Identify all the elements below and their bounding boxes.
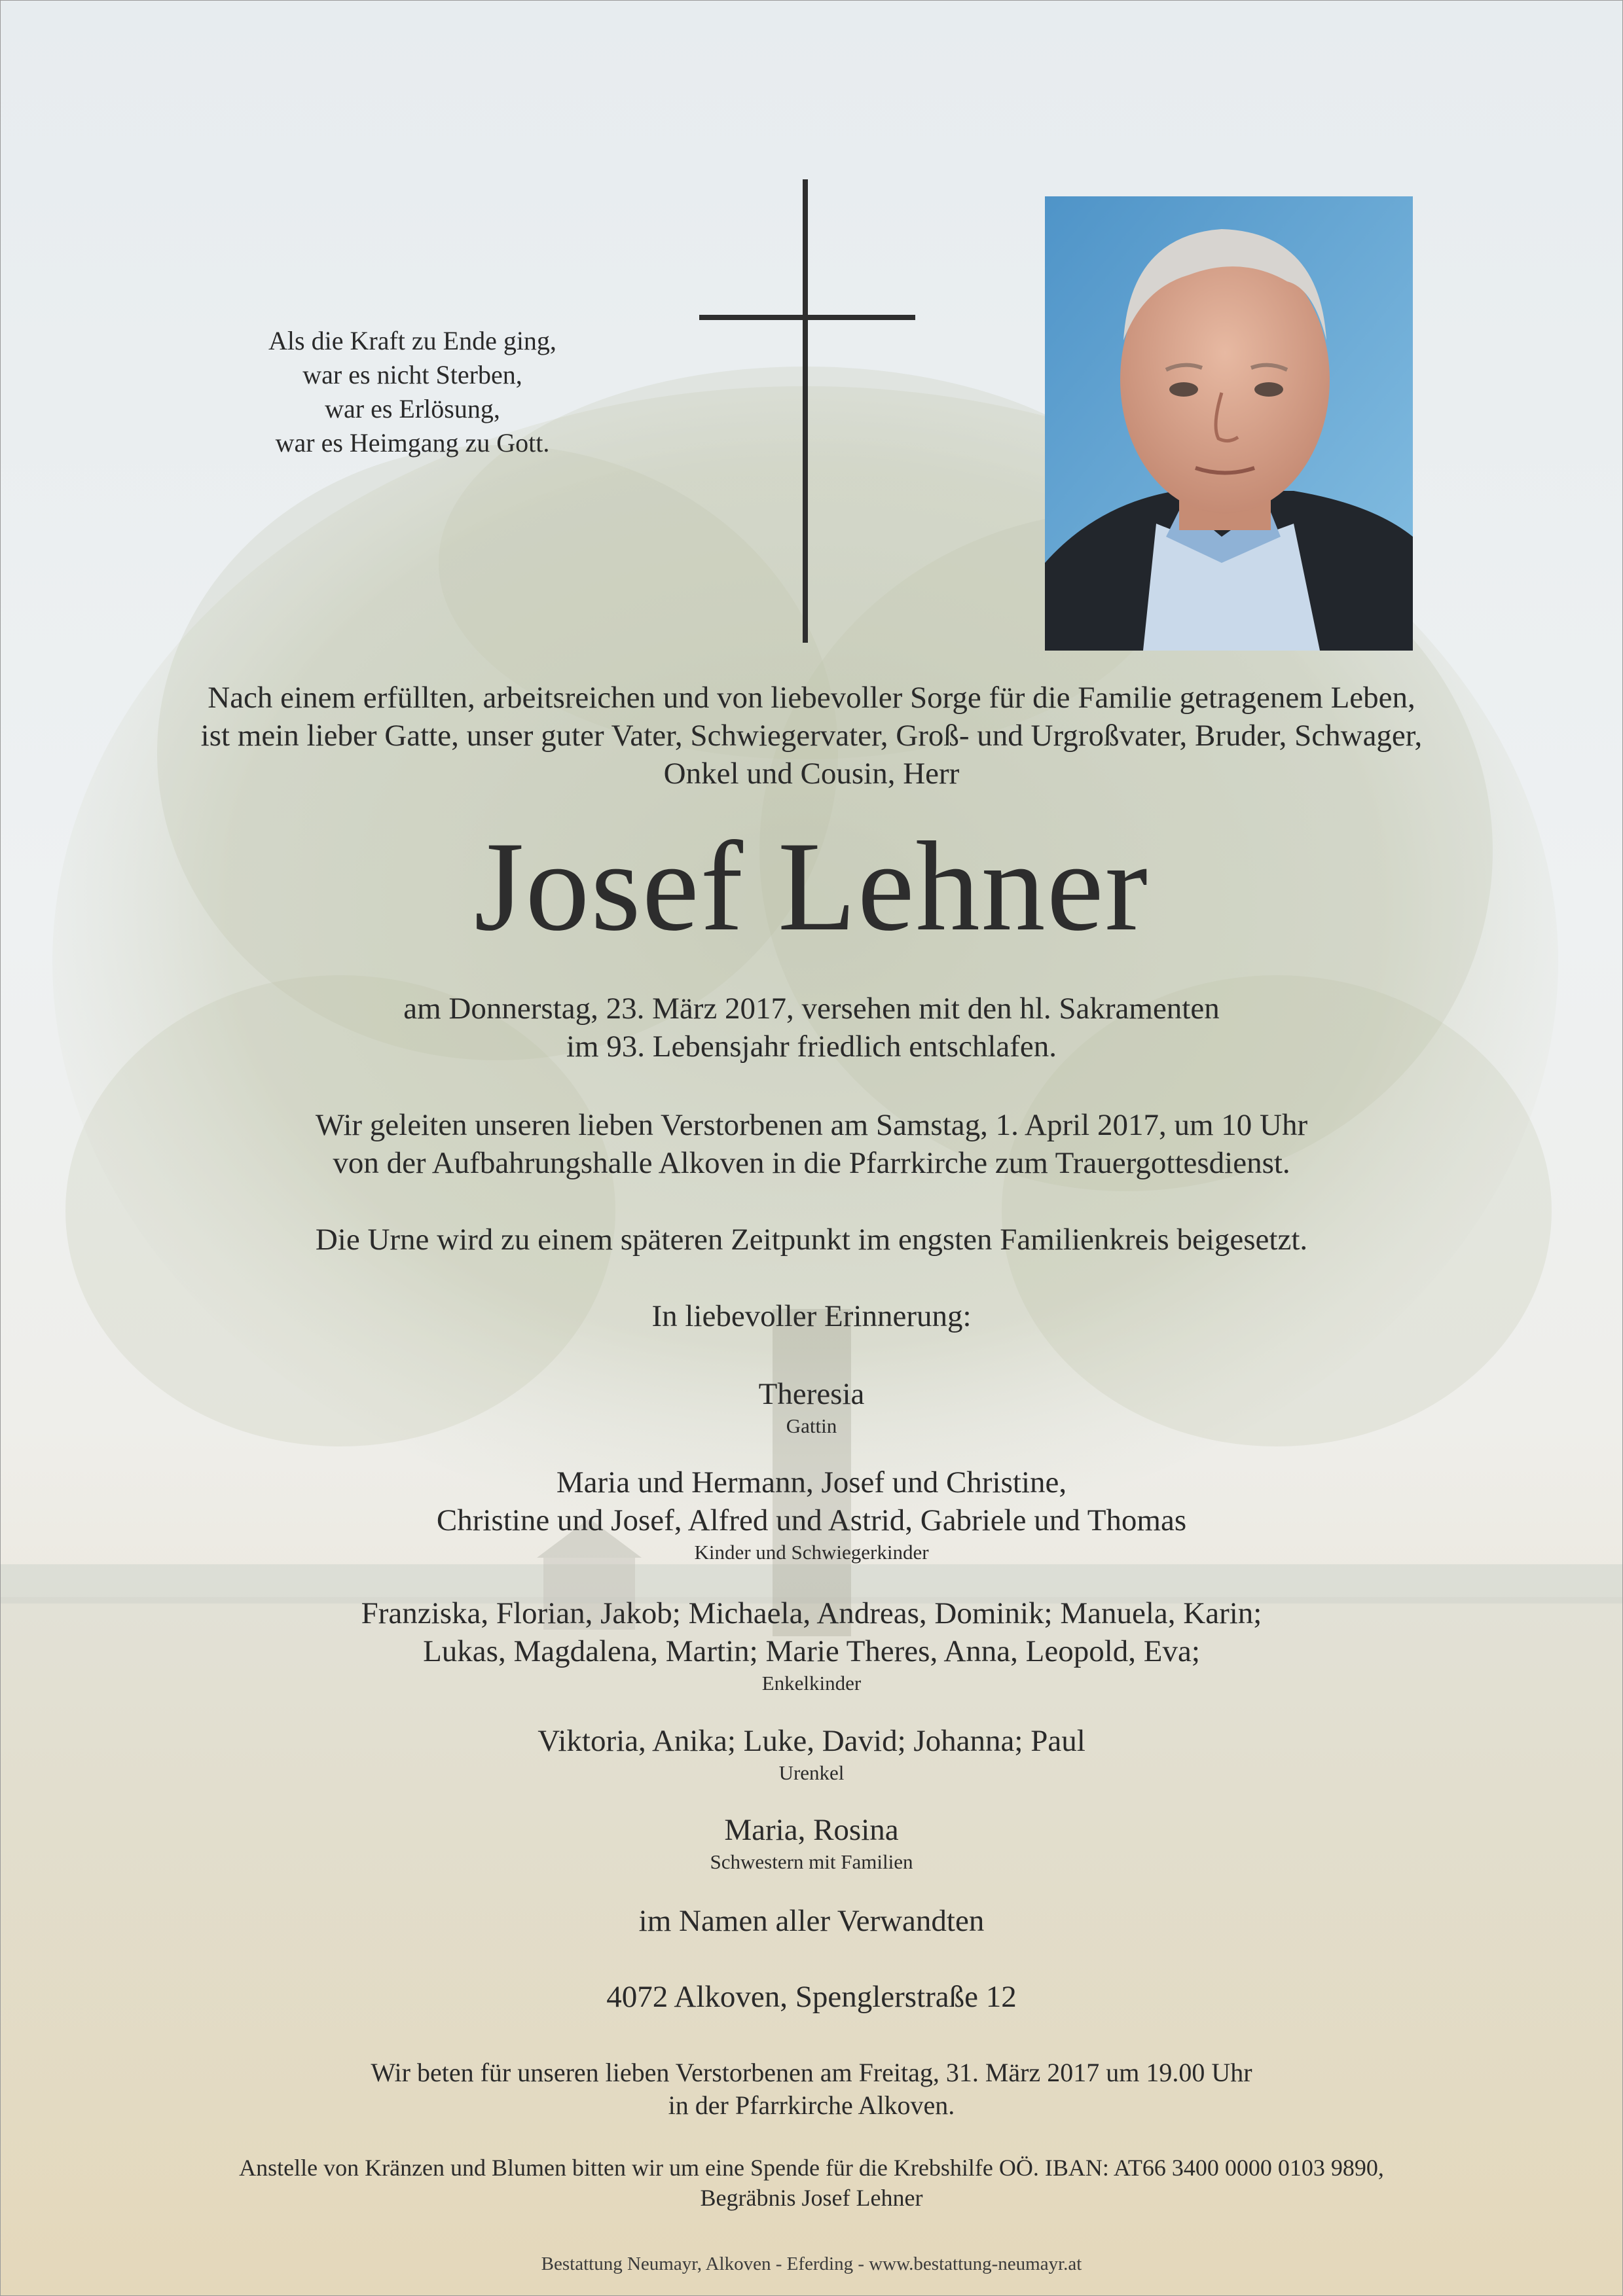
- mourner-names: Franziska, Florian, Jakob; Michaela, Andreas, Dominik; Manuela, Karin;: [361, 1596, 1262, 1630]
- poem-line: Als die Kraft zu Ende ging,: [268, 326, 556, 355]
- mourner-group: [0, 1463, 1623, 1566]
- mourner-names: Lukas, Magdalena, Martin; Marie Theres, Anna, Leopold, Eva;: [423, 1634, 1200, 1668]
- funeral-notice: [0, 1106, 1623, 1182]
- mourner-names: Maria und Hermann, Josef und Christine,: [556, 1465, 1067, 1499]
- intro-text: [0, 679, 1623, 793]
- deceased-name: Josef Lehner: [474, 816, 1149, 958]
- mourner-group: [0, 1375, 1623, 1439]
- mourner-relation: Kinder und Schwiegerkinder: [694, 1541, 929, 1564]
- intro-line: ist mein lieber Gatte, unser guter Vater, Schwiegervater, Groß- und Urgroßvater, Bruder, Schwager,: [200, 719, 1423, 753]
- cross-icon-bar: [699, 315, 915, 320]
- footer-undertaker: Bestattung Neumayr, Alkoven - Eferding - www.bestattung-neumayr.at: [541, 2253, 1082, 2274]
- prayer-line: in der Pfarrkirche Alkoven.: [668, 2090, 955, 2120]
- intro-line: Onkel und Cousin, Herr: [663, 757, 960, 791]
- address: 4072 Alkoven, Spenglerstraße 12: [606, 1980, 1017, 2014]
- mourner-names: Maria, Rosina: [724, 1813, 899, 1847]
- poem-line: war es Heimgang zu Gott.: [275, 428, 550, 457]
- mourner-names: Viktoria, Anika; Luke, David; Johanna; Paul: [538, 1724, 1085, 1758]
- mourner-group: [0, 1811, 1623, 1875]
- mourner-names: Christine und Josef, Alfred und Astrid, Gabriele und Thomas: [436, 1503, 1187, 1537]
- prayer-line: Wir beten für unseren lieben Verstorbenen am Freitag, 31. März 2017 um 19.00 Uhr: [371, 2058, 1252, 2087]
- cross-icon: [803, 179, 808, 643]
- mourner-group: [0, 1594, 1623, 1696]
- memory-heading: In liebevoller Erinnerung:: [651, 1299, 972, 1333]
- donation-line: Anstelle von Kränzen und Blumen bitten wir um eine Spende für die Krebshilfe OÖ. IBAN: AT66 3400 0000 0103 9890,: [239, 2155, 1384, 2181]
- death-line: am Donnerstag, 23. März 2017, versehen mit den hl. Sakramenten: [403, 992, 1220, 1026]
- death-notice: [0, 990, 1623, 1066]
- donation-line: Begräbnis Josef Lehner: [700, 2185, 923, 2211]
- donation-notice: [0, 2153, 1623, 2213]
- funeral-line: von der Aufbahrungshalle Alkoven in die Pfarrkirche zum Trauergottesdienst.: [333, 1146, 1290, 1180]
- poem: [196, 324, 629, 460]
- mourner-relation: Schwestern mit Familien: [710, 1850, 913, 1873]
- poem-line: war es Erlösung,: [325, 394, 500, 423]
- mourner-group: [0, 1722, 1623, 1786]
- prayer-notice: [0, 2056, 1623, 2122]
- urn-notice: Die Urne wird zu einem späteren Zeitpunkt im engsten Familienkreis beigesetzt.: [315, 1223, 1308, 1257]
- funeral-line: Wir geleiten unseren lieben Verstorbenen am Samstag, 1. April 2017, um 10 Uhr: [315, 1108, 1308, 1142]
- poem-line: war es nicht Sterben,: [302, 360, 522, 389]
- mourner-relation: Gattin: [786, 1414, 837, 1437]
- mourner-names: Theresia: [758, 1377, 865, 1411]
- death-line: im 93. Lebensjahr friedlich entschlafen.: [566, 1030, 1057, 1064]
- relatives-line: im Namen aller Verwandten: [638, 1904, 985, 1938]
- mourner-relation: Urenkel: [778, 1761, 845, 1784]
- portrait-photo: [1045, 196, 1413, 651]
- intro-line: Nach einem erfüllten, arbeitsreichen und von liebevoller Sorge für die Familie getragenem Leben,: [208, 681, 1415, 715]
- mourner-relation: Enkelkinder: [761, 1672, 862, 1695]
